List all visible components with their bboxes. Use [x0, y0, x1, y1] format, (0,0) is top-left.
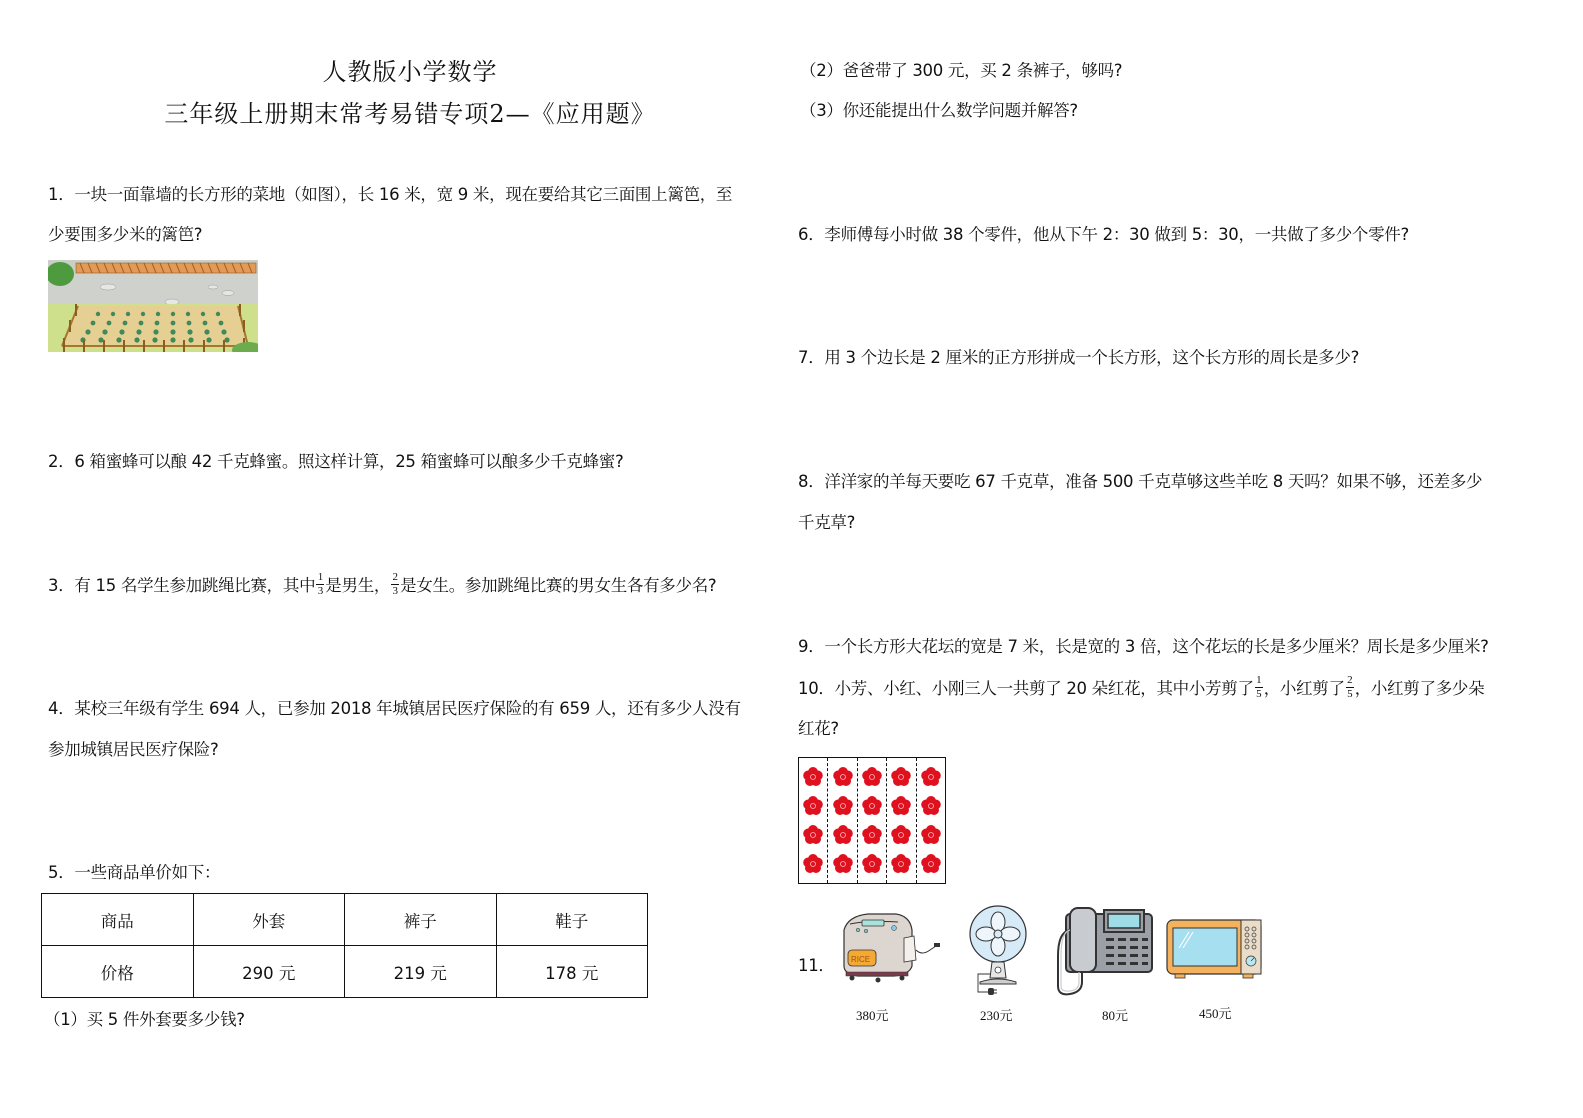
question-4-line1: 4．某校三年级有学生 694 人，已参加 2018 年城镇居民医疗保险的有 659 人，还有多少人没有	[48, 699, 741, 718]
electric-fan-price: 230元	[980, 1008, 1013, 1023]
question-10-line1	[798, 674, 1485, 702]
electric-fan-icon	[966, 904, 1030, 1004]
fraction-two-thirds: $\frac{2}{3}$	[392, 571, 398, 597]
table-header-row	[42, 894, 648, 946]
table-cell: 219 元	[345, 946, 497, 998]
question-11-label: 11．	[798, 956, 835, 975]
flower-icon	[832, 766, 854, 788]
fraction-two-fifths: $\frac{2}{5}$	[1347, 674, 1353, 700]
question-3-part2: 是男生，	[325, 576, 391, 595]
flower-icon	[890, 824, 912, 846]
flower-icon	[832, 853, 854, 875]
question-8-line2: 千克草?	[798, 513, 856, 532]
flower-icon	[802, 766, 824, 788]
flower-icon	[802, 795, 824, 817]
question-8-line1: 8．洋洋家的羊每天要吃 67 千克草，准备 500 千克草够这些羊吃 8 天吗？如果不够，还差多少	[798, 472, 1483, 491]
question-3-part1: 3．有 15 名学生参加跳绳比赛，其中	[48, 576, 316, 595]
table-cell: 价格	[42, 946, 194, 998]
document-subtitle: 三年级上册期末常考易错专项2—《应用题》	[164, 100, 656, 128]
flower-icon	[861, 824, 883, 846]
telephone-price: 80元	[1102, 1008, 1129, 1023]
table-cell: 商品	[42, 894, 194, 946]
flower-icon	[861, 853, 883, 875]
flower-icon	[861, 795, 883, 817]
question-5-sub2: （2）爸爸带了 300 元，买 2 条裤子，够吗?	[800, 61, 1123, 80]
fraction-one-fifth: $\frac{1}{5}$	[1256, 674, 1262, 700]
question-5-sub1: （1）买 5 件外套要多少钱?	[44, 1010, 245, 1029]
vegetable-garden-image	[48, 260, 258, 352]
flower-column	[799, 758, 828, 883]
microwave-icon	[1165, 918, 1263, 986]
table-cell: 290 元	[193, 946, 345, 998]
question-10-part1: 10．小芳、小红、小刚三人一共剪了 20 朵红花，其中小芳剪了	[798, 679, 1254, 698]
flower-icon	[832, 824, 854, 846]
table-row	[42, 946, 648, 998]
flower-icon	[890, 853, 912, 875]
fraction-one-third: $\frac{1}{3}$	[317, 571, 323, 597]
question-10-part2: ，小红剪了	[1263, 679, 1345, 698]
question-9: 9．一个长方形大花坛的宽是 7 米，长是宽的 3 倍，这个花坛的长是多少厘米？周长是多少厘米?	[798, 637, 1489, 656]
question-3-part3: 是女生。参加跳绳比赛的男女生各有多少名?	[400, 576, 717, 595]
flower-icon	[920, 766, 942, 788]
question-6: 6．李师傅每小时做 38 个零件，他从下午 2：30 做到 5：30，一共做了多少个零件?	[798, 225, 1409, 244]
question-7: 7．用 3 个边长是 2 厘米的正方形拼成一个长方形，这个长方形的周长是多少?	[798, 348, 1360, 367]
question-2: 2．6 箱蜜蜂可以酿 42 千克蜂蜜。照这样计算，25 箱蜜蜂可以酿多少千克蜂蜜?	[48, 452, 624, 471]
flower-icon	[920, 824, 942, 846]
flower-icon	[861, 766, 883, 788]
flower-icon	[832, 795, 854, 817]
table-cell: 178 元	[496, 946, 648, 998]
rice-cooker-icon	[838, 910, 942, 988]
flower-column	[858, 758, 887, 883]
flower-icon	[802, 824, 824, 846]
flower-icon	[920, 795, 942, 817]
flower-icon	[890, 795, 912, 817]
flower-icon	[920, 853, 942, 875]
flower-grid	[798, 757, 946, 884]
flower-column	[887, 758, 916, 883]
microwave-price: 450元	[1199, 1006, 1232, 1021]
table-cell: 鞋子	[496, 894, 648, 946]
question-10-part3: ，小红剪了多少朵	[1354, 679, 1485, 698]
flower-icon	[802, 853, 824, 875]
flower-column	[917, 758, 945, 883]
rice-cooker-price: 380元	[856, 1008, 889, 1023]
document-title: 人教版小学数学	[322, 58, 498, 86]
table-cell: 裤子	[345, 894, 497, 946]
question-4-line2: 参加城镇居民医疗保险?	[48, 740, 219, 759]
question-5-intro: 5．一些商品单价如下：	[48, 863, 221, 882]
question-3	[48, 571, 717, 599]
price-table	[41, 893, 648, 998]
question-10-line2: 红花?	[798, 719, 839, 738]
flower-icon	[890, 766, 912, 788]
flower-column	[828, 758, 857, 883]
question-1-line2: 少要围多少米的篱笆?	[48, 225, 203, 244]
table-cell: 外套	[193, 894, 345, 946]
question-5-sub3: （3）你还能提出什么数学问题并解答?	[800, 101, 1078, 120]
question-1-line1: 1．一块一面靠墙的长方形的菜地（如图），长 16 米，宽 9 米，现在要给其它三面围上篱笆，至	[48, 185, 733, 204]
telephone-icon	[1056, 906, 1156, 1002]
svg-text:RICE: RICE	[851, 955, 871, 964]
